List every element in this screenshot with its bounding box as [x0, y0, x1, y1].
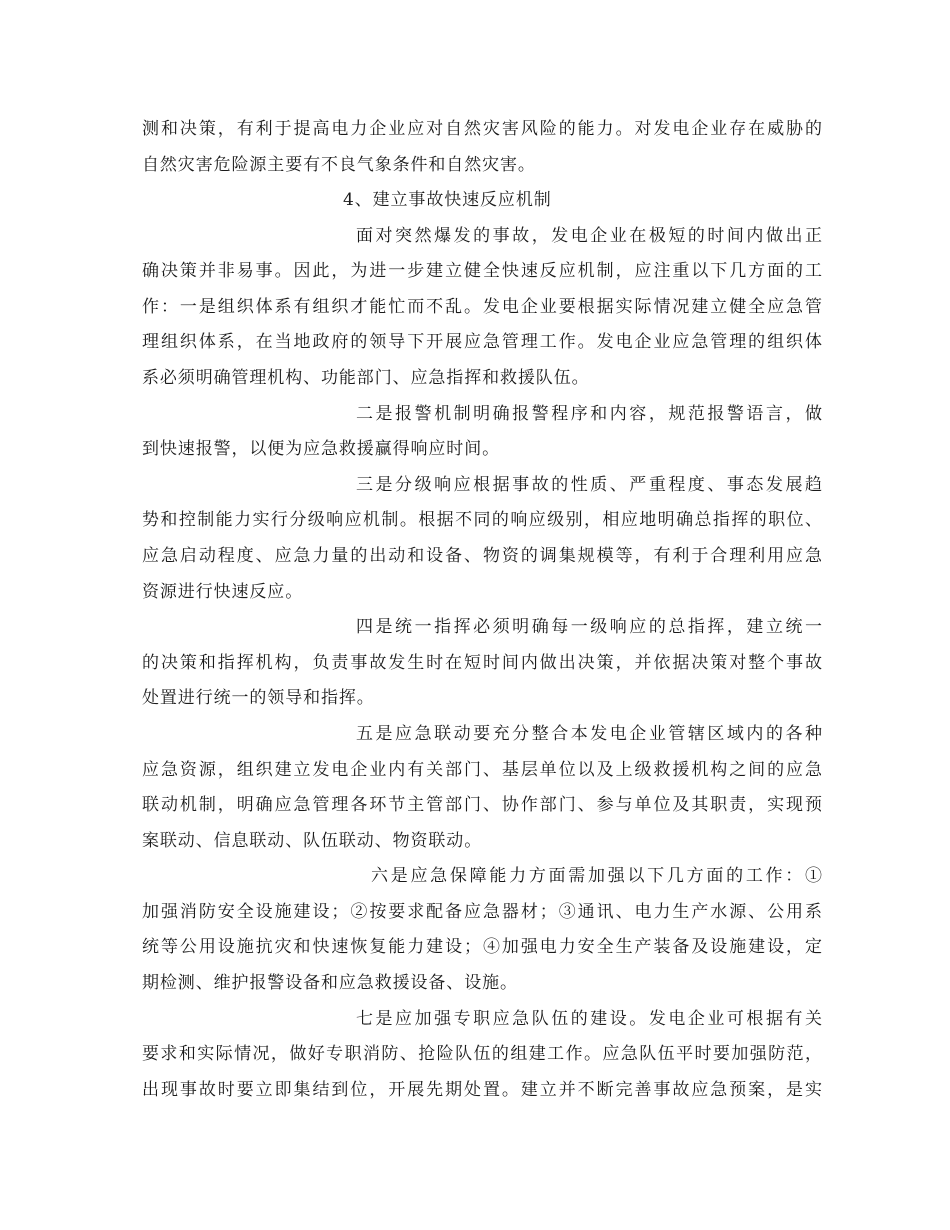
- text-line: 测和决策，有利于提高电力企业应对自然灾害风险的能力。对发电企业存在威胁的: [142, 119, 822, 139]
- text-line: 期检测、维护报警设备和应急救援设备、设施。: [142, 973, 518, 993]
- text-line: 势和控制能力实行分级响应机制。根据不同的响应级别，相应地明确总指挥的职位、: [142, 510, 822, 530]
- text-line: 作：一是组织体系有组织才能忙而不乱。发电企业要根据实际情况建立健全应急管: [142, 297, 822, 317]
- text-line: 出现事故时要立即集结到位，开展先期处置。建立并不断完善事故应急预案，是实: [142, 1080, 822, 1100]
- text-line: 二是报警机制明确报警程序和内容，规范报警语言，做: [356, 404, 822, 424]
- text-line: 应急启动程度、应急力量的出动和设备、物资的调集规模等，有利于合理利用应急: [142, 546, 822, 566]
- text-line: 六是应急保障能力方面需加强以下几方面的工作：①: [371, 866, 822, 886]
- text-line: 确决策并非易事。因此，为进一步建立健全快速反应机制，应注重以下几方面的工: [142, 261, 822, 281]
- text-line: 资源进行快速反应。: [142, 582, 304, 602]
- text-line: 四是统一指挥必须明确每一级响应的总指挥，建立统一: [356, 617, 822, 637]
- text-line: 三是分级响应根据事故的性质、严重程度、事态发展趋: [356, 475, 822, 495]
- text-line: 的决策和指挥机构，负责事故发生时在短时间内做出决策，并依据决策对整个事故: [142, 653, 822, 673]
- text-line: 到快速报警，以便为应急救援赢得响应时间。: [142, 439, 500, 459]
- text-line: 统等公用设施抗灾和快速恢复能力建设；④加强电力安全生产装备及设施建设，定: [142, 937, 822, 957]
- text-line: 理组织体系，在当地政府的领导下开展应急管理工作。发电企业应急管理的组织体: [142, 332, 822, 352]
- text-line: 要求和实际情况，做好专职消防、抢险队伍的组建工作。应急队伍平时要加强防范，: [142, 1044, 822, 1064]
- text-line: 处置进行统一的领导和指挥。: [142, 688, 375, 708]
- text-line: 加强消防安全设施建设；②按要求配备应急器材；③通讯、电力生产水源、公用系: [142, 902, 822, 922]
- text-line: 面对突然爆发的事故，发电企业在极短的时间内做出正: [356, 226, 822, 246]
- text-line: 系必须明确管理机构、功能部门、应急指挥和救援队伍。: [142, 368, 590, 388]
- text-line: 联动机制，明确应急管理各环节主管部门、协作部门、参与单位及其职责，实现预: [142, 795, 822, 815]
- section-heading: 4、建立事故快速反应机制: [343, 190, 552, 210]
- text-line: 案联动、信息联动、队伍联动、物资联动。: [142, 831, 483, 851]
- text-line: 七是应加强专职应急队伍的建设。发电企业可根据有关: [356, 1009, 822, 1029]
- text-line: 应急资源，组织建立发电企业内有关部门、基层单位以及上级救援机构之间的应急: [142, 760, 822, 780]
- text-line: 五是应急联动要充分整合本发电企业管辖区域内的各种: [356, 724, 822, 744]
- text-line: 自然灾害危险源主要有不良气象条件和自然灾害。: [142, 155, 536, 175]
